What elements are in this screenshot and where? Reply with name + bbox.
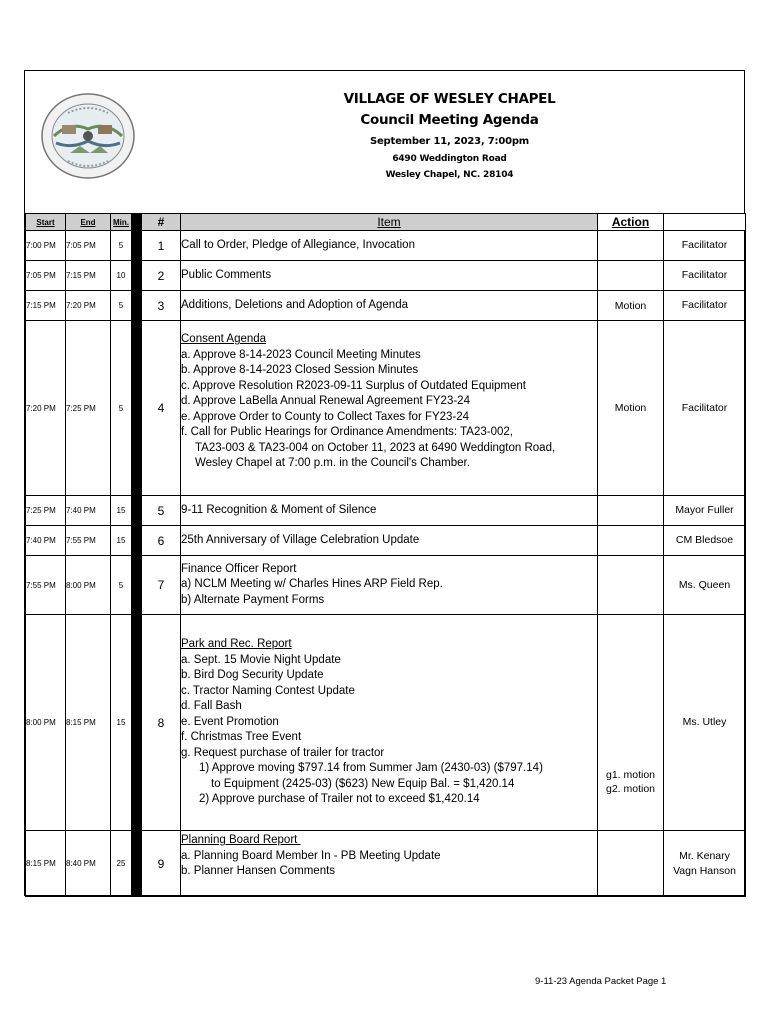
list-item: d. Fall Bash xyxy=(181,700,242,713)
item-action xyxy=(598,231,664,261)
minutes: 15 xyxy=(111,615,132,831)
item-action xyxy=(598,526,664,556)
list-item: d. Approve LaBella Annual Renewal Agreement FY23-24 xyxy=(181,395,470,408)
col-end: End xyxy=(66,214,111,231)
item-number: 3 xyxy=(142,291,181,321)
end-time: 7:40 PM xyxy=(66,496,111,526)
park-rec-heading: Park and Rec. Report xyxy=(181,638,292,651)
list-item: f. Christmas Tree Event xyxy=(181,731,302,744)
item-presenter: Facilitator xyxy=(664,321,746,496)
col-min: Min. xyxy=(111,214,132,231)
list-item: b) Alternate Payment Forms xyxy=(181,593,325,606)
end-time: 7:05 PM xyxy=(66,231,111,261)
item-number: 1 xyxy=(142,231,181,261)
presenter-2: Vagn Hanson xyxy=(673,864,736,877)
item-number: 9 xyxy=(142,831,181,897)
list-item: a) NCLM Meeting w/ Charles Hines ARP Field Rep. xyxy=(181,578,443,591)
meeting-title: Council Meeting Agenda xyxy=(360,112,539,128)
item-text: 25th Anniversary of Village Celebration Update xyxy=(181,526,598,556)
item-action xyxy=(598,831,664,897)
finance-report-heading: Finance Officer Report xyxy=(181,562,297,575)
list-item: TA23-003 & TA23-004 on October 11, 2023 at 6490 Weddington Road, xyxy=(195,441,556,454)
agenda-frame xyxy=(24,70,745,896)
end-time: 8:00 PM xyxy=(66,556,111,615)
consent-agenda-heading: Consent Agenda xyxy=(181,333,267,346)
minutes: 5 xyxy=(111,321,132,496)
minutes: 5 xyxy=(111,556,132,615)
col-number: # xyxy=(142,214,181,231)
list-item: b. Bird Dog Security Update xyxy=(181,669,324,682)
minutes: 5 xyxy=(111,291,132,321)
item-presenter: Ms. Queen xyxy=(664,556,746,615)
item-presenter: Facilitator xyxy=(664,261,746,291)
col-presenter xyxy=(664,214,746,231)
item-number: 2 xyxy=(142,261,181,291)
table-header-row xyxy=(26,214,746,231)
agenda-table xyxy=(25,213,746,897)
item-action: Motion xyxy=(598,321,664,496)
item-text: Call to Order, Pledge of Allegiance, Invocation xyxy=(181,231,598,261)
village-name: VILLAGE OF WESLEY CHAPEL xyxy=(343,91,556,107)
item-number: 4 xyxy=(142,321,181,496)
start-time: 7:40 PM xyxy=(26,526,66,556)
item-number: 5 xyxy=(142,496,181,526)
minutes: 10 xyxy=(111,261,132,291)
start-time: 7:00 PM xyxy=(26,231,66,261)
item-action xyxy=(598,556,664,615)
minutes: 15 xyxy=(111,526,132,556)
start-time: 7:15 PM xyxy=(26,291,66,321)
item-text: Additions, Deletions and Adoption of Agenda xyxy=(181,291,598,321)
address-line-2: Wesley Chapel, NC. 28104 xyxy=(385,170,514,180)
item-presenter: Facilitator xyxy=(664,231,746,261)
list-item: e. Event Promotion xyxy=(181,715,279,728)
action-g2: g2. motion xyxy=(605,783,656,795)
start-time: 7:05 PM xyxy=(26,261,66,291)
start-time: 8:15 PM xyxy=(26,831,66,897)
col-start: Start xyxy=(26,214,66,231)
list-item: g. Request purchase of trailer for tractor xyxy=(181,746,385,759)
list-item: c. Approve Resolution R2023-09-11 Surplus of Outdated Equipment xyxy=(181,379,526,392)
presenter-1: Mr. Kenary xyxy=(679,849,730,862)
list-item: Wesley Chapel at 7:00 p.m. in the Council's Chamber. xyxy=(195,457,470,470)
minutes: 5 xyxy=(111,231,132,261)
item-action xyxy=(598,615,664,831)
address-line-1: 6490 Weddington Road xyxy=(392,154,507,164)
item-number: 6 xyxy=(142,526,181,556)
item-presenter: Ms. Utley xyxy=(664,615,746,831)
item-text xyxy=(181,615,598,831)
black-divider xyxy=(132,214,142,897)
list-item: c. Tractor Naming Contest Update xyxy=(181,684,355,697)
action-g1: g1. motion xyxy=(605,769,656,781)
col-action: Action xyxy=(598,214,664,231)
end-time: 7:15 PM xyxy=(66,261,111,291)
item-presenter xyxy=(664,831,746,897)
list-item: b. Approve 8-14-2023 Closed Session Minutes xyxy=(181,364,419,377)
page-footer: 9-11-23 Agenda Packet Page 1 xyxy=(535,976,667,987)
start-time: 7:25 PM xyxy=(26,496,66,526)
item-number: 8 xyxy=(142,615,181,831)
minutes: 25 xyxy=(111,831,132,897)
list-item: to Equipment (2425-03) ($623) New Equip Bal. = $1,420.14 xyxy=(211,777,515,790)
end-time: 8:15 PM xyxy=(66,615,111,831)
item-presenter: Facilitator xyxy=(664,291,746,321)
item-action xyxy=(598,261,664,291)
list-item: f. Call for Public Hearings for Ordinance Amendments: TA23-002, xyxy=(181,426,513,439)
item-text: 9-11 Recognition & Moment of Silence xyxy=(181,496,598,526)
item-number: 7 xyxy=(142,556,181,615)
end-time: 7:55 PM xyxy=(66,526,111,556)
item-text: Public Comments xyxy=(181,261,598,291)
item-action xyxy=(598,496,664,526)
list-item: 2) Approve purchase of Trailer not to exceed $1,420.14 xyxy=(199,793,480,806)
planning-board-heading: Planning Board Report xyxy=(181,834,301,846)
list-item: 1) Approve moving $797.14 from Summer Jam (2430-03) ($797.14) xyxy=(199,762,543,775)
item-text xyxy=(181,321,598,496)
start-time: 7:20 PM xyxy=(26,321,66,496)
item-text xyxy=(181,831,598,897)
list-item: a. Approve 8-14-2023 Council Meeting Minutes xyxy=(181,348,421,361)
minutes: 15 xyxy=(111,496,132,526)
start-time: 8:00 PM xyxy=(26,615,66,831)
end-time: 7:20 PM xyxy=(66,291,111,321)
end-time: 7:25 PM xyxy=(66,321,111,496)
list-item: b. Planner Hansen Comments xyxy=(181,865,336,877)
end-time: 8:40 PM xyxy=(66,831,111,897)
list-item: e. Approve Order to County to Collect Taxes for FY23-24 xyxy=(181,410,470,423)
item-presenter: Mayor Fuller xyxy=(664,496,746,526)
item-text xyxy=(181,556,598,615)
item-action: Motion xyxy=(598,291,664,321)
item-presenter: CM Bledsoe xyxy=(664,526,746,556)
start-time: 7:55 PM xyxy=(26,556,66,615)
village-seal-logo xyxy=(40,91,136,181)
col-item: Item xyxy=(181,214,598,231)
list-item: a. Sept. 15 Movie Night Update xyxy=(181,653,341,666)
agenda-titles xyxy=(185,89,714,183)
meeting-date: September 11, 2023, 7:00pm xyxy=(369,136,530,147)
list-item: a. Planning Board Member In - PB Meeting Update xyxy=(181,849,441,862)
agenda-header xyxy=(25,71,744,213)
